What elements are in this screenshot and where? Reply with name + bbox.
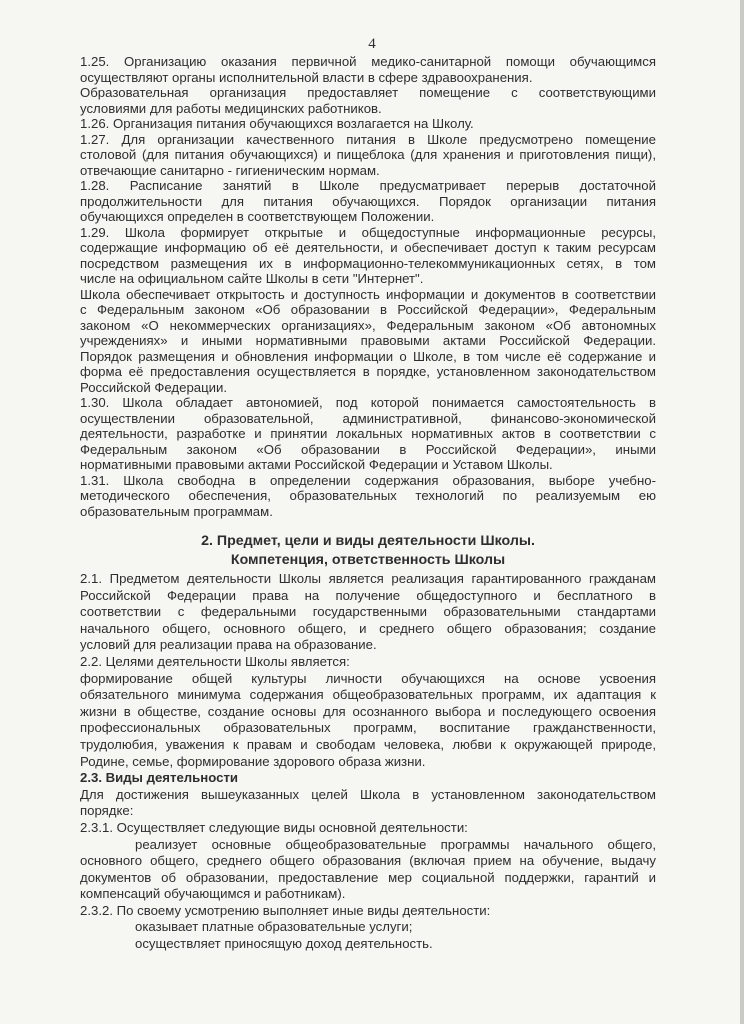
text-line: с Федеральным законом «Об образовании в Российской Федерации», Федеральным [80, 302, 656, 317]
text-line: содержащие информацию об её деятельности, и обеспечивает доступ к таким ресурсам [80, 240, 656, 255]
text-line: методического обеспечения, образовательных технологий по реализуемым ею [80, 488, 656, 503]
text-line: обязательного минимума содержания общеобразовательных программ, их адаптация к [80, 687, 656, 703]
text-line: основного общего, среднего общего образования (включая прием на обучение, выдачу [80, 853, 656, 869]
text-line: 1.30. Школа обладает автономией, под которой понимается самостоятельность в [80, 395, 656, 410]
text-line: компенсаций обучающимся и работникам). [80, 886, 346, 902]
section-1-text [80, 54, 656, 519]
text-line: соответствии с федеральными государственными образовательными стандартами [80, 604, 656, 620]
text-line: 1.29. Школа формирует открытые и общедоступные информационные ресурсы, [80, 224, 656, 240]
text-line: Российской Федерации права на получение общедоступного и бесплатного в [80, 587, 656, 603]
text-line: деятельности, разработке и принятии локальных нормативных актов в соответствии с [80, 426, 656, 441]
text-line: продолжительности для питания обучающихся. Порядок организации питания [80, 193, 656, 209]
text-line: Порядок размещения и обновления информации о Школе, в том числе её содержание и [80, 348, 656, 364]
heading-line: 2. Предмет, цели и виды деятельности Школы. [201, 533, 535, 549]
text-line: законом «О некоммерческих организациях», Федеральным законом «Об автономных [80, 317, 656, 333]
text-line: 1.27. Для организации качественного питания в Школе предусмотрено помещение [80, 131, 656, 147]
section-2-heading [80, 532, 656, 570]
text-line: условий для реализации права на образование. [80, 637, 377, 653]
text-line: 1.26. Организация питания обучающихся возлагается на Школу. [80, 116, 474, 131]
text-line: 1.31. Школа свободна в определении содержания образования, выборе учебно- [80, 472, 656, 488]
text-line: Федеральным законом «Об образовании в Российской Федерации», иными [80, 441, 656, 457]
text-line: учреждениях» и иными нормативными правовыми актами Российской Федерации. [80, 333, 656, 348]
text-line: 2.3.2. По своему усмотрению выполняет иные виды деятельности: [80, 902, 491, 918]
text-line: Для достижения вышеуказанных целей Школа в установленном законодательством [80, 786, 656, 802]
list-item: оказывает платные образовательные услуги; [135, 919, 413, 935]
text-line: осуществляют органы исполнительной власти в сфере здравоохранения. [80, 69, 533, 85]
text-line: 1.28. Расписание занятий в Школе предусматривает перерыв достаточной [80, 178, 656, 193]
text-line: Образовательная организация предоставляет помещение с соответствующими [80, 85, 656, 100]
text-line: Российской Федерации. [80, 379, 228, 395]
text-line: столовой (для питания обучающихся) и пищеблока (для хранения и приготовления пищи), [80, 147, 656, 162]
text-line: жизни в обществе, создание основы для осознанного выбора и последующего освоения [80, 703, 656, 719]
text-line: 2.2. Целями деятельности Школы является: [80, 653, 350, 669]
subsection-heading: 2.3. Виды деятельности [80, 770, 239, 786]
text-line: формирование общей культуры личности обучающихся на основе усвоения [80, 670, 656, 686]
text-line: реализует основные общеобразовательные программы начального общего, [135, 836, 656, 852]
text-line: трудолюбия, уважения к правам и свободам человека, любви к окружающей природе, [80, 736, 656, 752]
text-line: обучающихся определен в соответствующем Положении. [80, 209, 435, 224]
text-line: документов об образовании, предоставление мер социальной поддержки, гарантий и [80, 869, 656, 885]
text-line: числе на официальном сайте Школы в сети "Интернет". [80, 271, 424, 286]
text-line: отвечающие санитарно - гигиеническим нормам. [80, 162, 380, 178]
text-line: 2.3.1. Осуществляет следующие виды основной деятельности: [80, 819, 468, 835]
scan-edge [740, 0, 744, 1024]
text-line: 1.25. Организацию оказания первичной медико-санитарной помощи обучающимся [80, 54, 656, 69]
text-line: Школа обеспечивает открытость и доступность информации и документов в соответствии [80, 286, 656, 302]
heading-line: Компетенция, ответственность Школы [230, 552, 506, 568]
text-line: нормативными правовыми актами Российской Федерации и Уставом Школы. [80, 457, 553, 472]
text-line: форма её предоставления осуществляется в порядке, установленном законодательством [80, 364, 656, 379]
text-line: посредством размещения их в информационно-телекоммуникационных сетях, в том [80, 255, 656, 271]
list-item: осуществляет приносящую доход деятельность. [135, 936, 433, 952]
text-line: начального общего, основного общего, и среднего общего образования; создание [80, 620, 656, 636]
page-number: 4 [368, 36, 376, 52]
section-2-text [80, 571, 656, 953]
text-line: условиями для работы медицинских работников. [80, 100, 382, 116]
text-line: профессиональных образовательных программ, воспитание гражданственности, [80, 720, 656, 736]
text-line: образовательным программам. [80, 503, 273, 519]
text-line: Родине, семье, формирование здорового образа жизни. [80, 753, 426, 769]
text-line: осуществлении образовательной, административной, финансово-экономической [80, 410, 656, 426]
text-line: 2.1. Предметом деятельности Школы является реализация гарантированного гражданам [80, 571, 656, 586]
text-line: порядке: [80, 803, 134, 819]
